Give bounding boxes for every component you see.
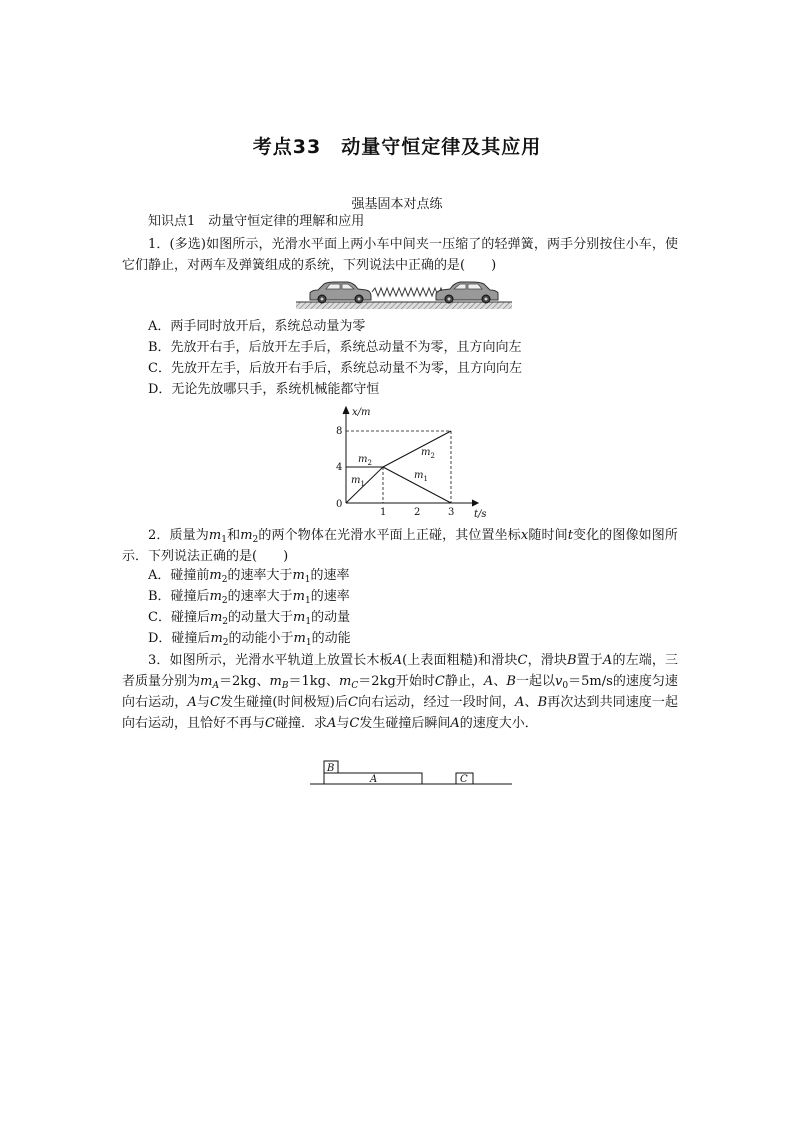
svg-text:m1: $m_1$ <box>351 475 365 488</box>
x-tick-3: 3 <box>448 507 455 518</box>
svg-text:m1: $m_1$ <box>414 470 428 483</box>
origin-label: 0 <box>336 499 343 510</box>
q1-option-c: C．先放开左手，后放开右手后，系统总动量不为零，且方向向左 <box>148 361 522 376</box>
svg-text:x/m <box>352 407 371 418</box>
label-m2-before: m <box>358 454 368 465</box>
svg-text:m2: $m_2$ <box>421 447 435 460</box>
m2-after-line <box>383 431 451 467</box>
label-m1-before: m <box>351 475 361 486</box>
svg-text:m2: $m_2$ <box>358 454 372 467</box>
question-3-stem: 3．如图所示，光滑水平轨道上放置长木板A(上表面粗糙)和滑块C，滑块B置于A的左端，三者质量分别为$m_A=2kg$、$m_B=1kg$、$m_C=2kg$开始时C静止，A、B一起以$v_0=5m/s$的速度匀速向右运动，A与C发生碰撞(时间极短)后C向右运动，经过一段时间，A、B再次达到共同速度一起向右运动，且恰好不再与C碰撞．求A与C发生碰撞后瞬间A的速度大小． <box>122 653 678 731</box>
x-tick-1: 1 <box>380 507 387 518</box>
section-heading: 强基固本对点练 <box>351 197 443 212</box>
q1-stem-line-1: 1．(多选)如图所示，光滑水平面上两小车中间夹一压缩了的轻弹簧，两手分别按住小 <box>148 237 639 252</box>
q2-option-d: D．碰撞后$m_2$的动能小于$m_1$的动能 <box>148 631 351 648</box>
label-m2-after: m <box>421 447 431 458</box>
q1-option-a: A．两手同时放开后，系统总动量为零 <box>148 319 366 334</box>
q1-option-b: B．先放开右手，后放开左手后，系统总动量不为零，且方向向左 <box>148 340 522 355</box>
question-1-stem <box>122 234 678 276</box>
x-tick-2: 2 <box>414 507 421 518</box>
board-blocks-figure <box>310 758 514 788</box>
q2-option-b: B．碰撞后$m_2$的速率大于$m_1$的速率 <box>148 589 350 606</box>
block-c-label: C <box>460 774 468 785</box>
knowledge-point-heading: 知识点1 动量守恒定律的理解和应用 <box>148 214 365 229</box>
x-axis-label: t/s <box>474 509 487 520</box>
q2-option-a: A．碰撞前$m_2$的速率大于$m_1$的速率 <box>148 568 350 585</box>
cars-spring-figure <box>296 278 512 310</box>
question-2-stem: 2．质量为$m_1$和$m_2$的两个物体在光滑水平面上正碰，其位置坐标x随时间t变化的图像如图所示．下列说法正确的是( ) <box>122 528 678 564</box>
board-a-label: A <box>370 774 378 785</box>
right-car-icon <box>436 282 498 303</box>
y-tick-4: 4 <box>336 462 343 473</box>
q2-option-c: C．碰撞后$m_2$的动量大于$m_1$的动量 <box>148 610 351 627</box>
q1-option-d: D．无论先放哪只手，系统机械能都守恒 <box>148 382 380 397</box>
block-b-label: B <box>327 763 335 774</box>
q1-stem-line-2: 车，使它们静止，对两车及弹簧组成的系统，下列说法中正确的是( ) <box>122 237 678 273</box>
y-tick-8: 8 <box>336 426 343 437</box>
y-axis-label: x/m <box>352 407 371 418</box>
position-time-graph <box>326 404 490 520</box>
page-title: 考点33 动量守恒定律及其应用 <box>252 136 542 158</box>
left-car-icon <box>310 282 371 303</box>
label-m1-after: m <box>414 470 424 481</box>
